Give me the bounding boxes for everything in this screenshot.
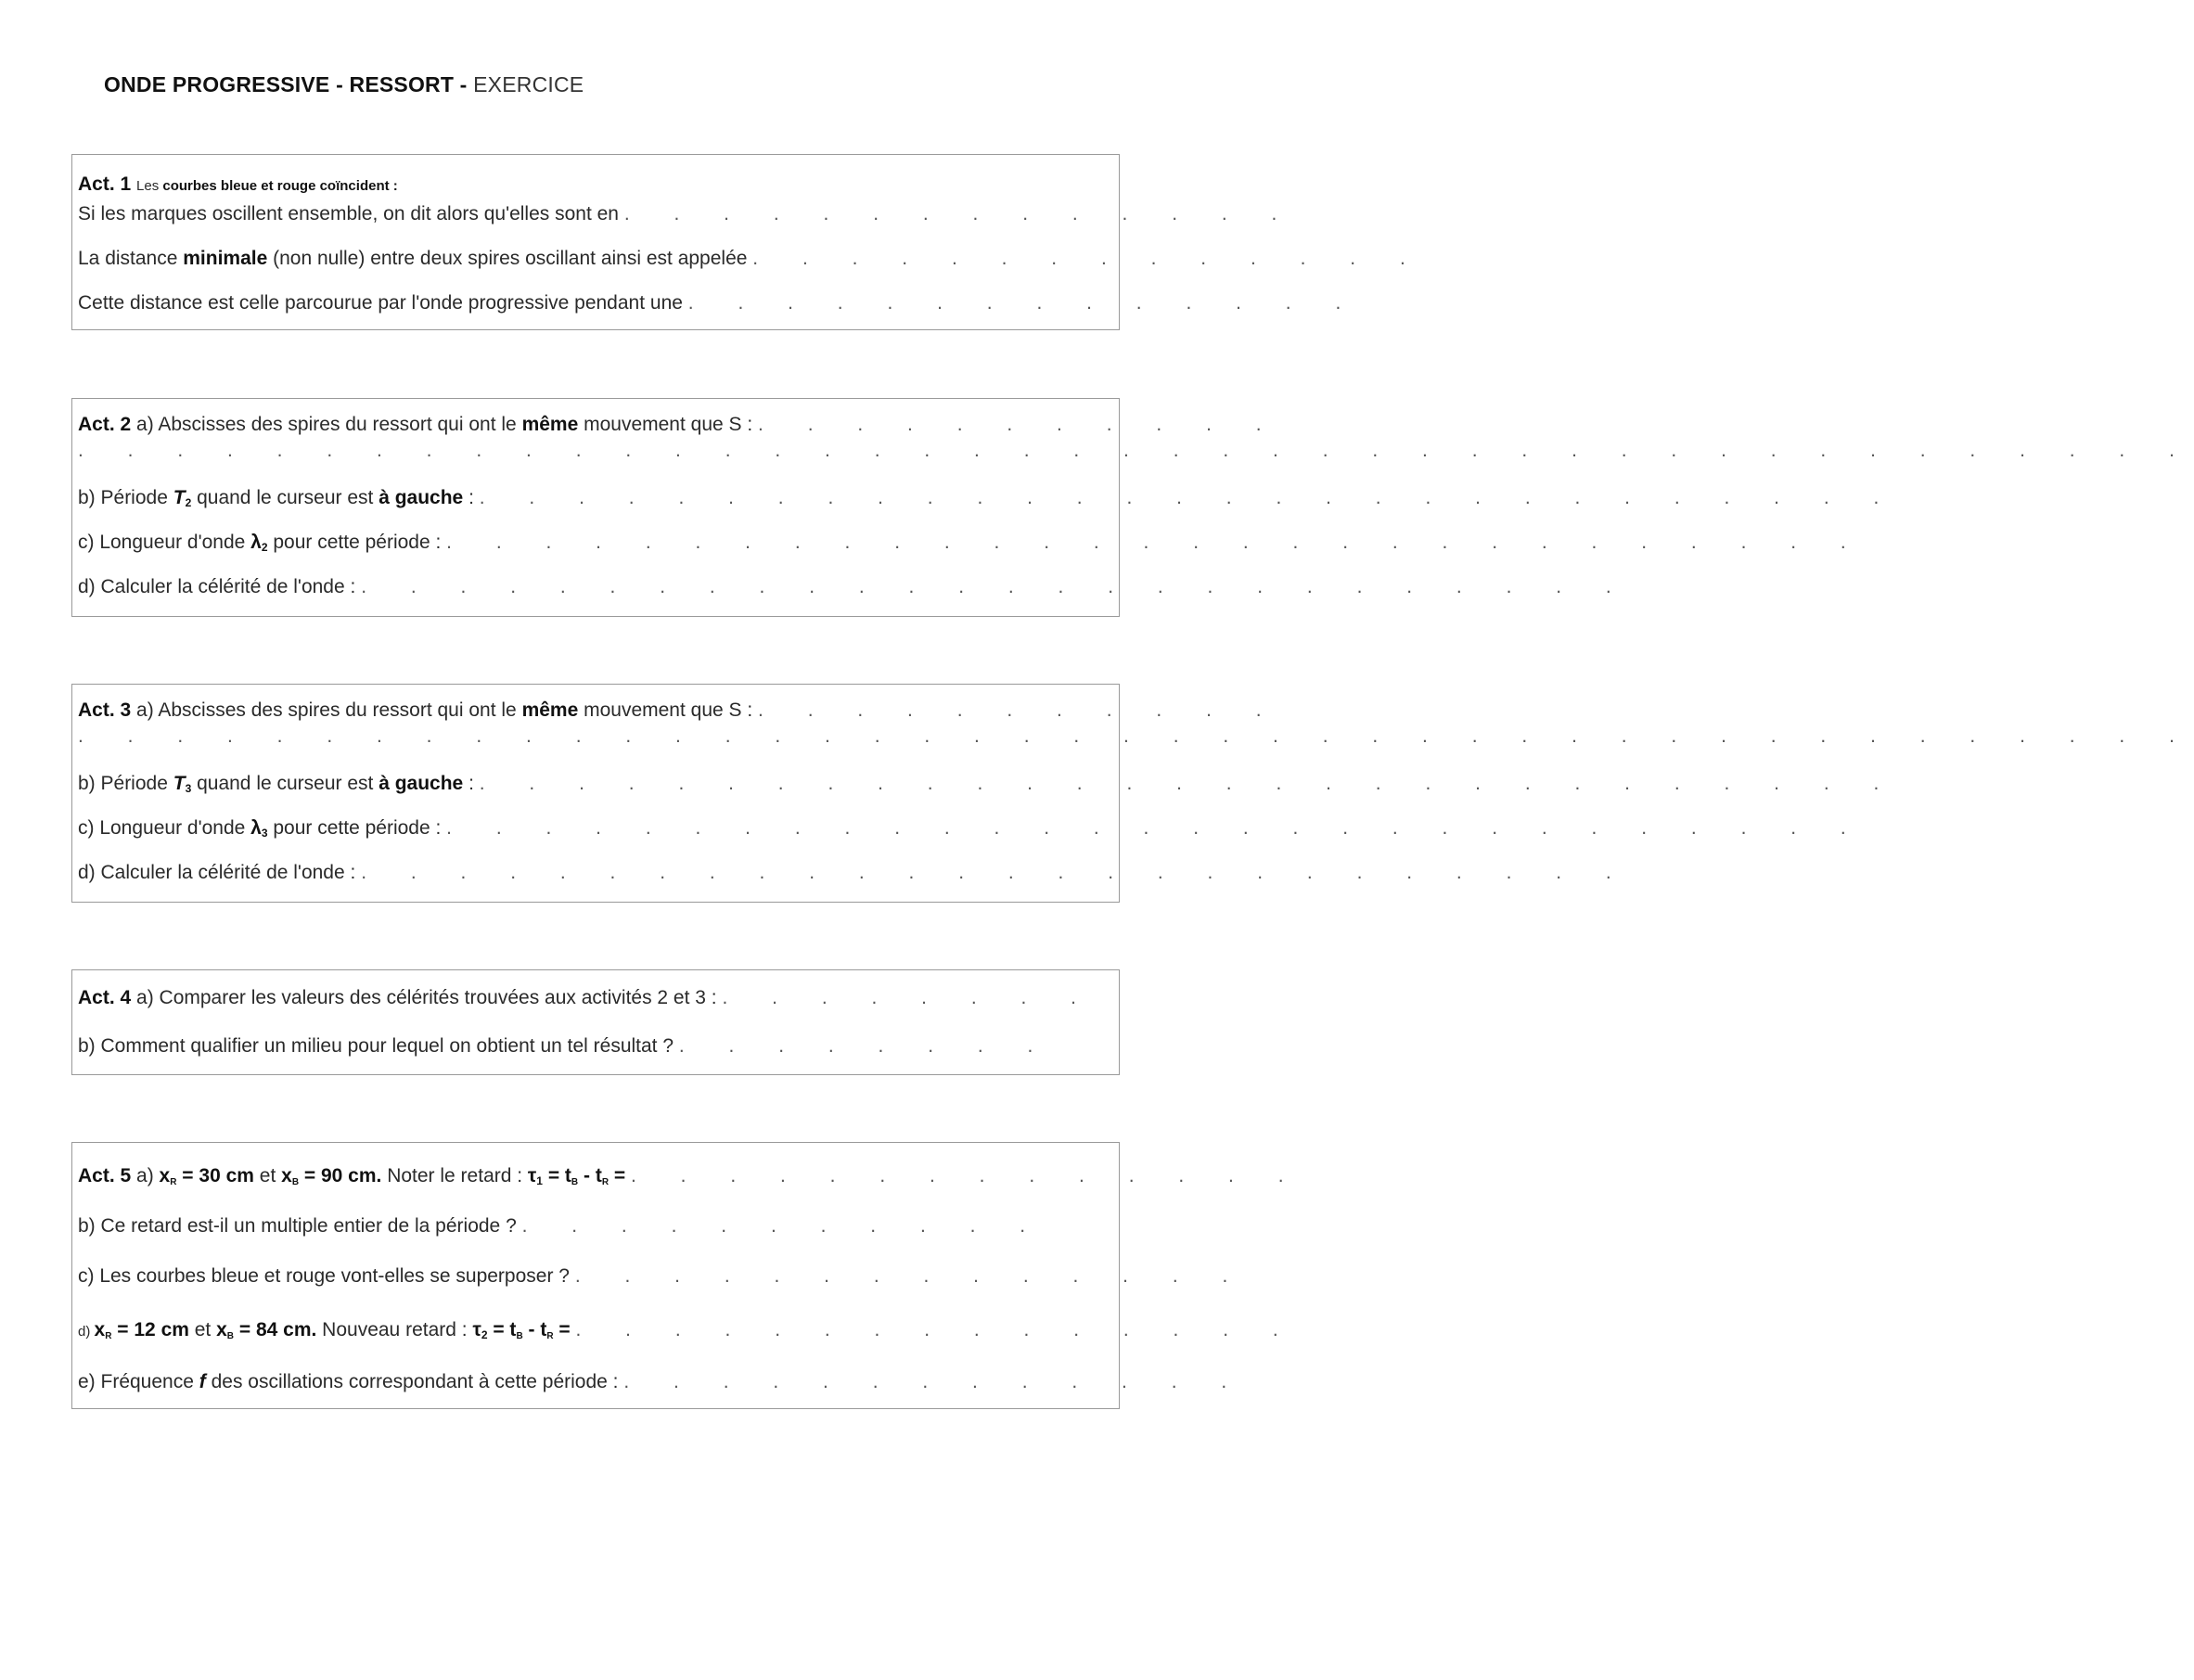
act-2-box <box>71 398 2194 617</box>
page-title <box>104 72 584 97</box>
act-5-question-a: Act. 5 a) $x_R = 30$ cm et $x_B = 90$ cm. Noter le retard : $\tau_1 = t_B - t_R$ = . . . . . . . . . . . . . . <box>78 1165 1303 1187</box>
act-1-line-1: Si les marques oscillent ensemble, on dit alors qu'elles sont en . . . . . . . . . . . . . . <box>78 203 1297 224</box>
act-1-box <box>71 154 1425 330</box>
act-4-box <box>71 969 1120 1075</box>
title-light: EXERCICE <box>467 72 584 96</box>
act-5-question-d: d) $x_R = 12$ cm et $x_B = 84$ cm. Nouveau retard : $\tau_2 = t_B - t_R$ = . . . . . . . . . . . . . . . <box>78 1319 1298 1341</box>
act-4-question-b: b) Comment qualifier un milieu pour lequel on obtient un tel résultat ? . . . . . . . . <box>78 1035 1053 1057</box>
act-3-label: Act. 3 <box>78 699 132 721</box>
act-5-question-e: e) Fréquence f des oscillations correspondant à cette période : . . . . . . . . . . . . . <box>78 1371 1247 1392</box>
act-3-box <box>71 684 2194 903</box>
act-5-question-b: b) Ce retard est-il un multiple entier de la période ? . . . . . . . . . . . <box>78 1215 1046 1237</box>
act-4-label: Act. 4 <box>78 987 132 1008</box>
act-3-question-a: Act. 3 a) Abscisses des spires du ressort qui ont le même mouvement que S : . . . . . . . . . . . <box>78 699 1281 721</box>
act-2-question-b: b) Période $T_2$ quand le curseur est à gauche : . . . . . . . . . . . . . . . . . . . . . . . . . . . . . <box>78 487 1899 509</box>
act-1-header: Act. 1 Les courbes bleue et rouge coïncident : <box>78 173 398 195</box>
act-5-box <box>71 1142 1303 1409</box>
act-2-question-a: Act. 2 a) Abscisses des spires du ressort qui ont le même mouvement que S : . . . . . . . . . . . <box>78 414 1281 435</box>
title-bold: ONDE PROGRESSIVE - RESSORT - <box>104 72 468 96</box>
act-2-label: Act. 2 <box>78 414 132 435</box>
act-3-question-c: c) Longueur d'onde $\lambda_3$ pour cette période : . . . . . . . . . . . . . . . . . . . . . . . . . . . . . <box>78 817 1866 840</box>
act-3-answer-dots: . . . . . . . . . . . . . . . . . . . . . . . . . . . . . . . . . . . . . . . . . . . <box>78 725 2194 747</box>
act-4-question-a: Act. 4 a) Comparer les valeurs des célérités trouvées aux activités 2 et 3 : . . . . . . . . <box>78 987 1097 1008</box>
act-1-label: Act. 1 <box>78 173 132 195</box>
act-3-question-b: b) Période $T_3$ quand le curseur est à gauche : . . . . . . . . . . . . . . . . . . . . . . . . . . . . . <box>78 773 1899 795</box>
act-3-question-d: d) Calculer la célérité de l'onde : . . . . . . . . . . . . . . . . . . . . . . . . . . <box>78 862 1631 883</box>
act-1-line-2: La distance minimale (non nulle) entre deux spires oscillant ainsi est appelée . . . . . . . . . . . . . . <box>78 248 1425 269</box>
act-2-question-d: d) Calculer la célérité de l'onde : . . . . . . . . . . . . . . . . . . . . . . . . . . <box>78 576 1631 597</box>
act-5-label: Act. 5 <box>78 1165 132 1186</box>
act-5-question-c: c) Les courbes bleue et rouge vont-elles se superposer ? . . . . . . . . . . . . . . <box>78 1265 1248 1287</box>
act-2-question-c: c) Longueur d'onde $\lambda_2$ pour cette période : . . . . . . . . . . . . . . . . . . . . . . . . . . . . . <box>78 532 1866 554</box>
act-2-answer-dots: . . . . . . . . . . . . . . . . . . . . . . . . . . . . . . . . . . . . . . . . . . . <box>78 440 2194 461</box>
act-1-line-3: Cette distance est celle parcourue par l'onde progressive pendant une . . . . . . . . . . . . . . <box>78 292 1361 314</box>
